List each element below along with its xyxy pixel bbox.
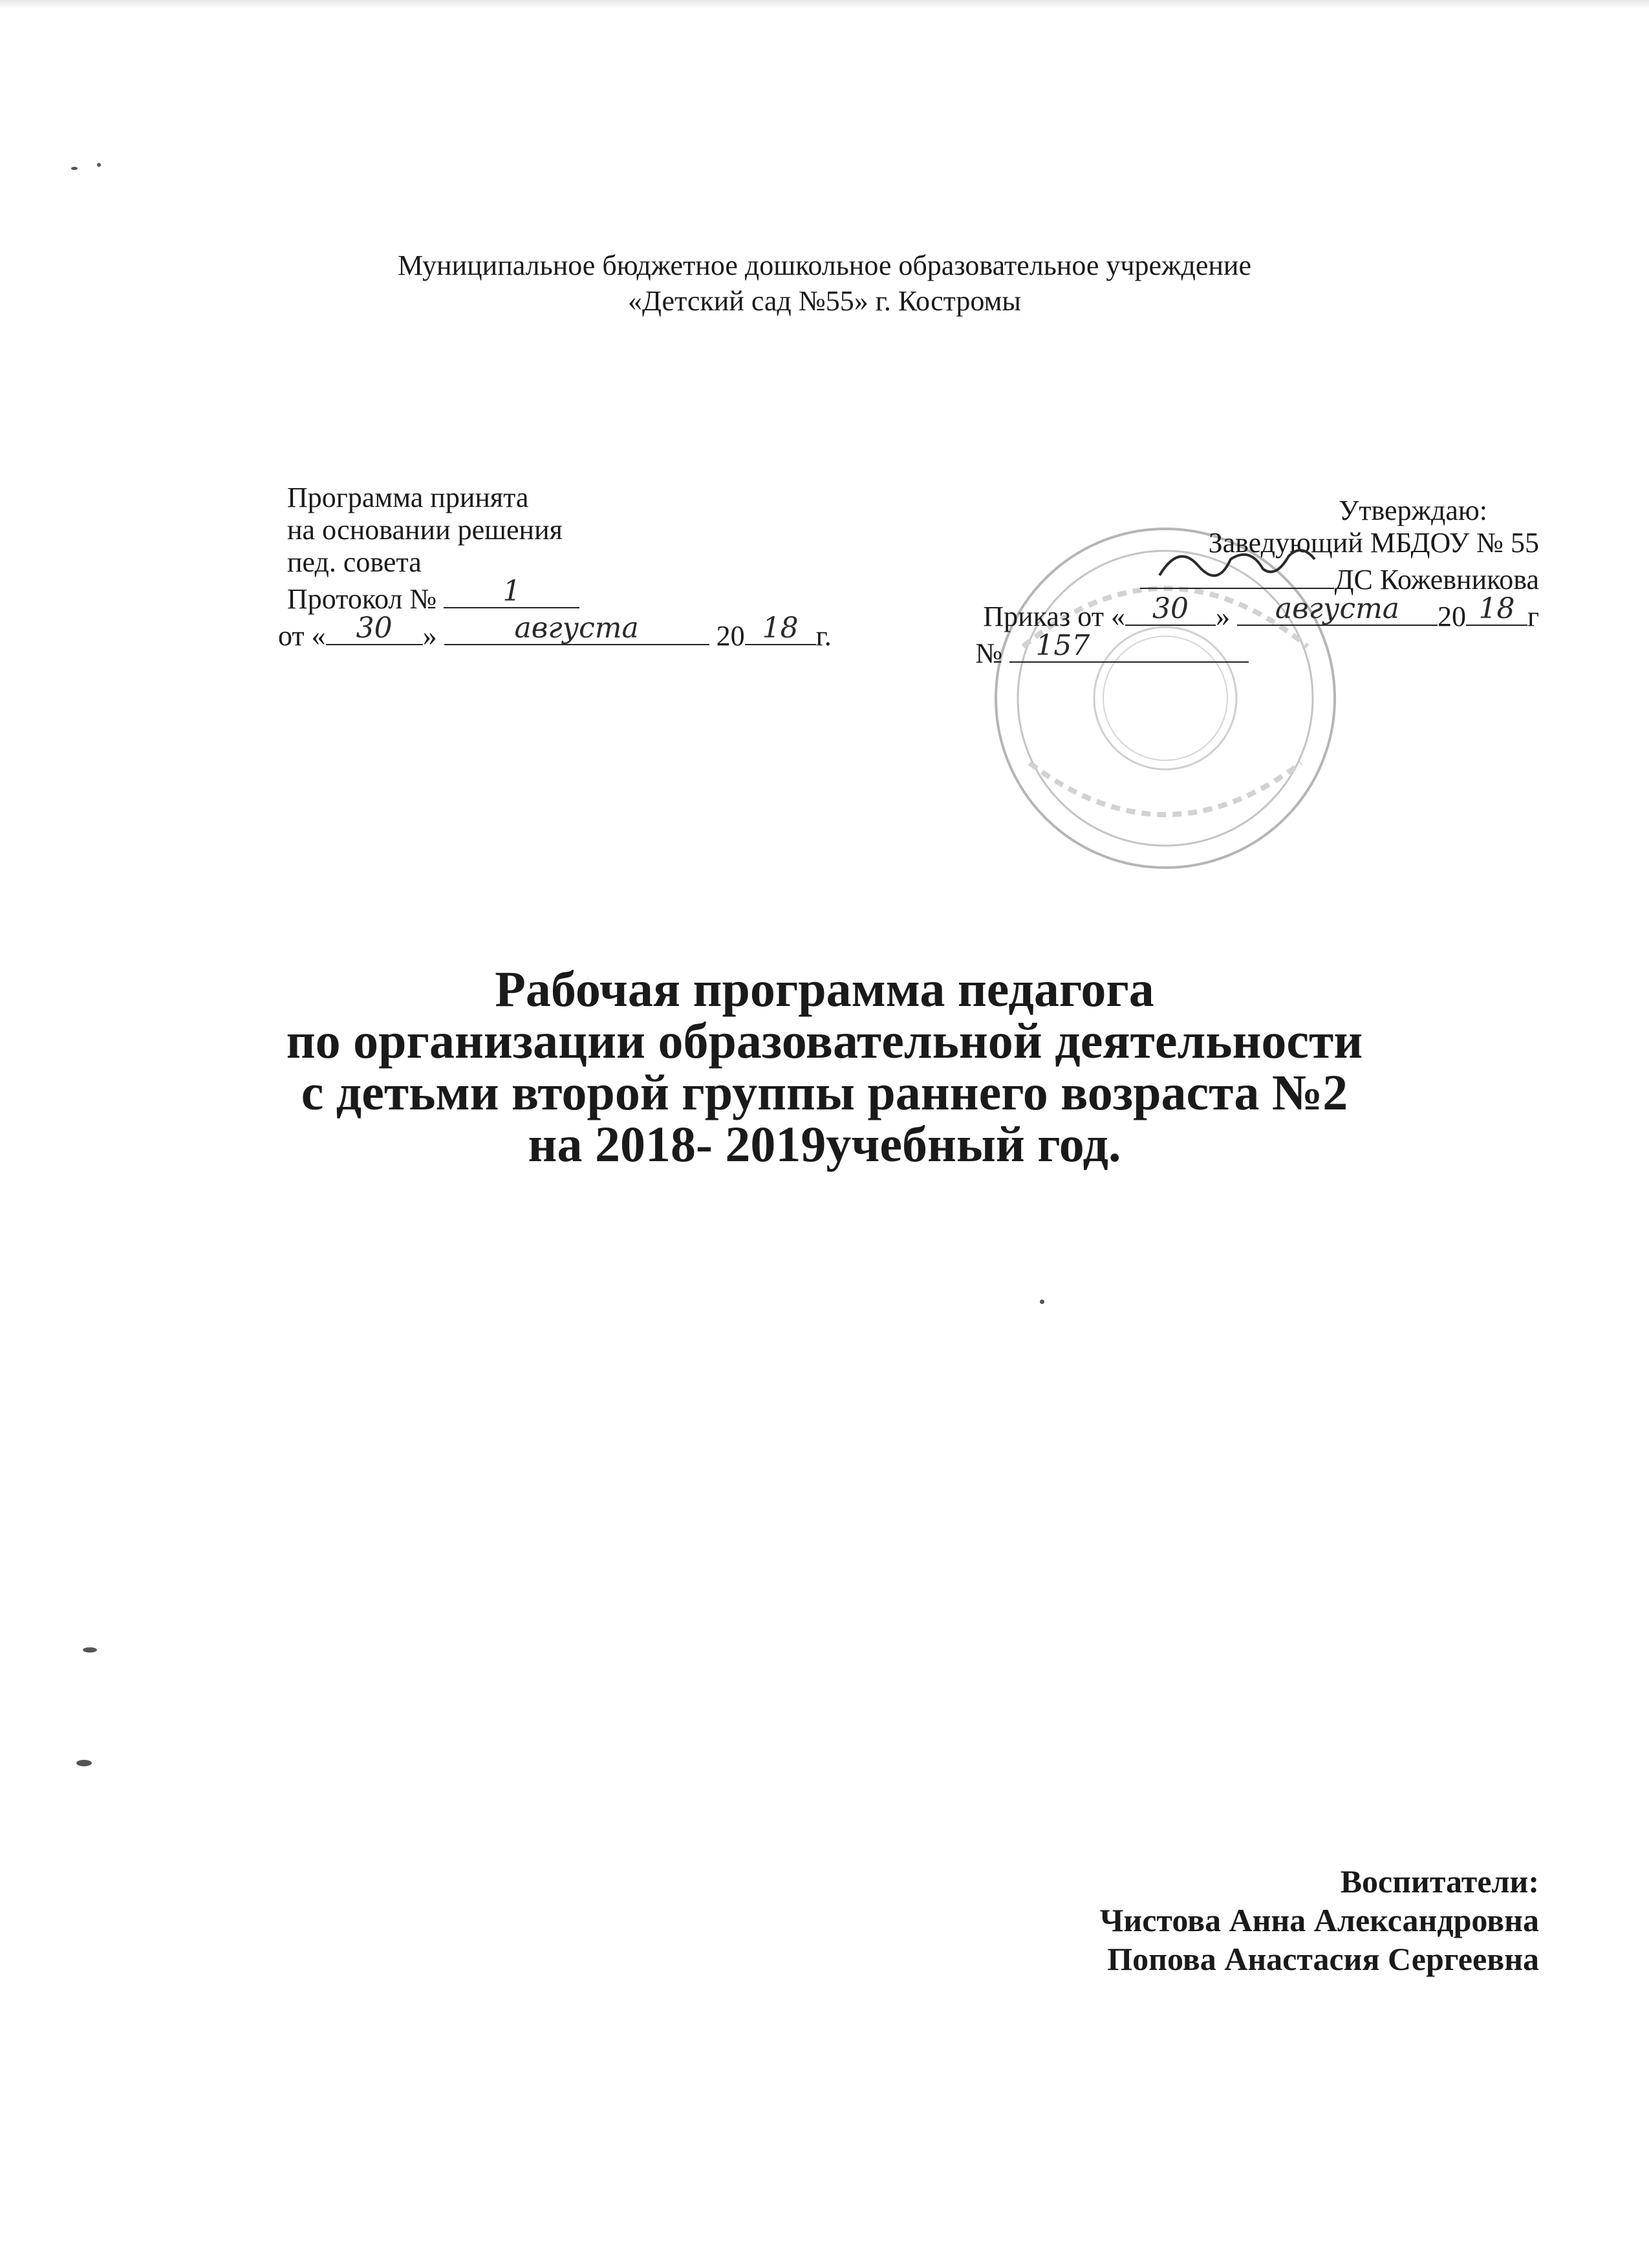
title-line2: по организации образовательной деятельности: [286, 1012, 1363, 1069]
scan-speck: [1040, 1300, 1044, 1304]
accepted-line1: Программа принята: [287, 482, 529, 513]
authors-label: Воспитатели:: [1340, 1863, 1539, 1899]
title-line1: Рабочая программа педагога: [495, 961, 1154, 1017]
date-day-field: [326, 612, 423, 645]
date-close-quote: »: [422, 620, 437, 652]
program-accepted-block: [278, 482, 832, 652]
protocol-line: [287, 575, 832, 615]
order-month-field: [1237, 592, 1438, 626]
protocol-number: 1: [502, 575, 521, 608]
scan-speck: [83, 1647, 97, 1653]
authors-block: [1100, 1862, 1539, 1978]
signature-line: [983, 559, 1539, 596]
date-year: 18: [762, 612, 799, 645]
date-year-prefix: 20: [716, 620, 745, 652]
order-year-field: [1466, 592, 1527, 626]
order-number-line: [975, 629, 1539, 670]
order-date-line: [983, 592, 1539, 633]
order-month: августа: [1275, 592, 1400, 625]
accepted-line2: на основании решения: [287, 514, 563, 546]
date-year-field: [745, 612, 816, 645]
author-name-2: Попова Анастасия Сергеевна: [1107, 1941, 1539, 1977]
date-suffix: г.: [815, 620, 832, 652]
order-close-quote: »: [1215, 601, 1230, 632]
scan-speck: [76, 1760, 92, 1766]
date-open-quote: от «: [278, 620, 326, 652]
institution-name-line2: «Детский сад №55» г. Костромы: [627, 285, 1021, 317]
accepted-line3: пед. совета: [287, 546, 422, 578]
order-year-prefix: 20: [1437, 601, 1466, 632]
author-name-1: Чистова Анна Александровна: [1099, 1902, 1539, 1938]
order-number: 157: [1035, 629, 1090, 662]
signer-name: ДС Кожевникова: [1334, 564, 1539, 595]
order-number-label: №: [975, 637, 1003, 669]
handwritten-signature: [1153, 540, 1321, 585]
order-suffix: г: [1527, 601, 1539, 632]
protocol-date-line: [278, 612, 832, 652]
document-title: [0, 963, 1649, 1170]
order-number-field: [1009, 629, 1249, 663]
order-day: 30: [1152, 592, 1189, 625]
title-line4: на 2018- 2019учебный год.: [528, 1116, 1121, 1172]
title-line3: с детьми второй группы раннего возраста №2: [301, 1064, 1348, 1120]
order-year: 18: [1478, 592, 1515, 625]
protocol-number-field: [444, 575, 579, 608]
order-day-field: [1125, 592, 1216, 626]
date-day: 30: [356, 612, 393, 645]
scan-speck: [97, 163, 101, 167]
approval-block: [975, 495, 1539, 670]
signature-field: [1140, 559, 1334, 589]
approve-label: Утверждаю:: [1339, 495, 1487, 526]
date-month-field: [444, 612, 709, 645]
institution-name-line1: Муниципальное бюджетное дошкольное образовательное учреждение: [398, 250, 1251, 281]
scan-speck: [71, 167, 78, 170]
protocol-label: Протокол №: [287, 583, 437, 615]
order-prefix: Приказ от «: [983, 601, 1125, 632]
scan-top-edge: [0, 0, 1649, 9]
head-position: Заведующий МБДОУ № 55: [1208, 527, 1539, 559]
date-month: августа: [514, 612, 639, 645]
